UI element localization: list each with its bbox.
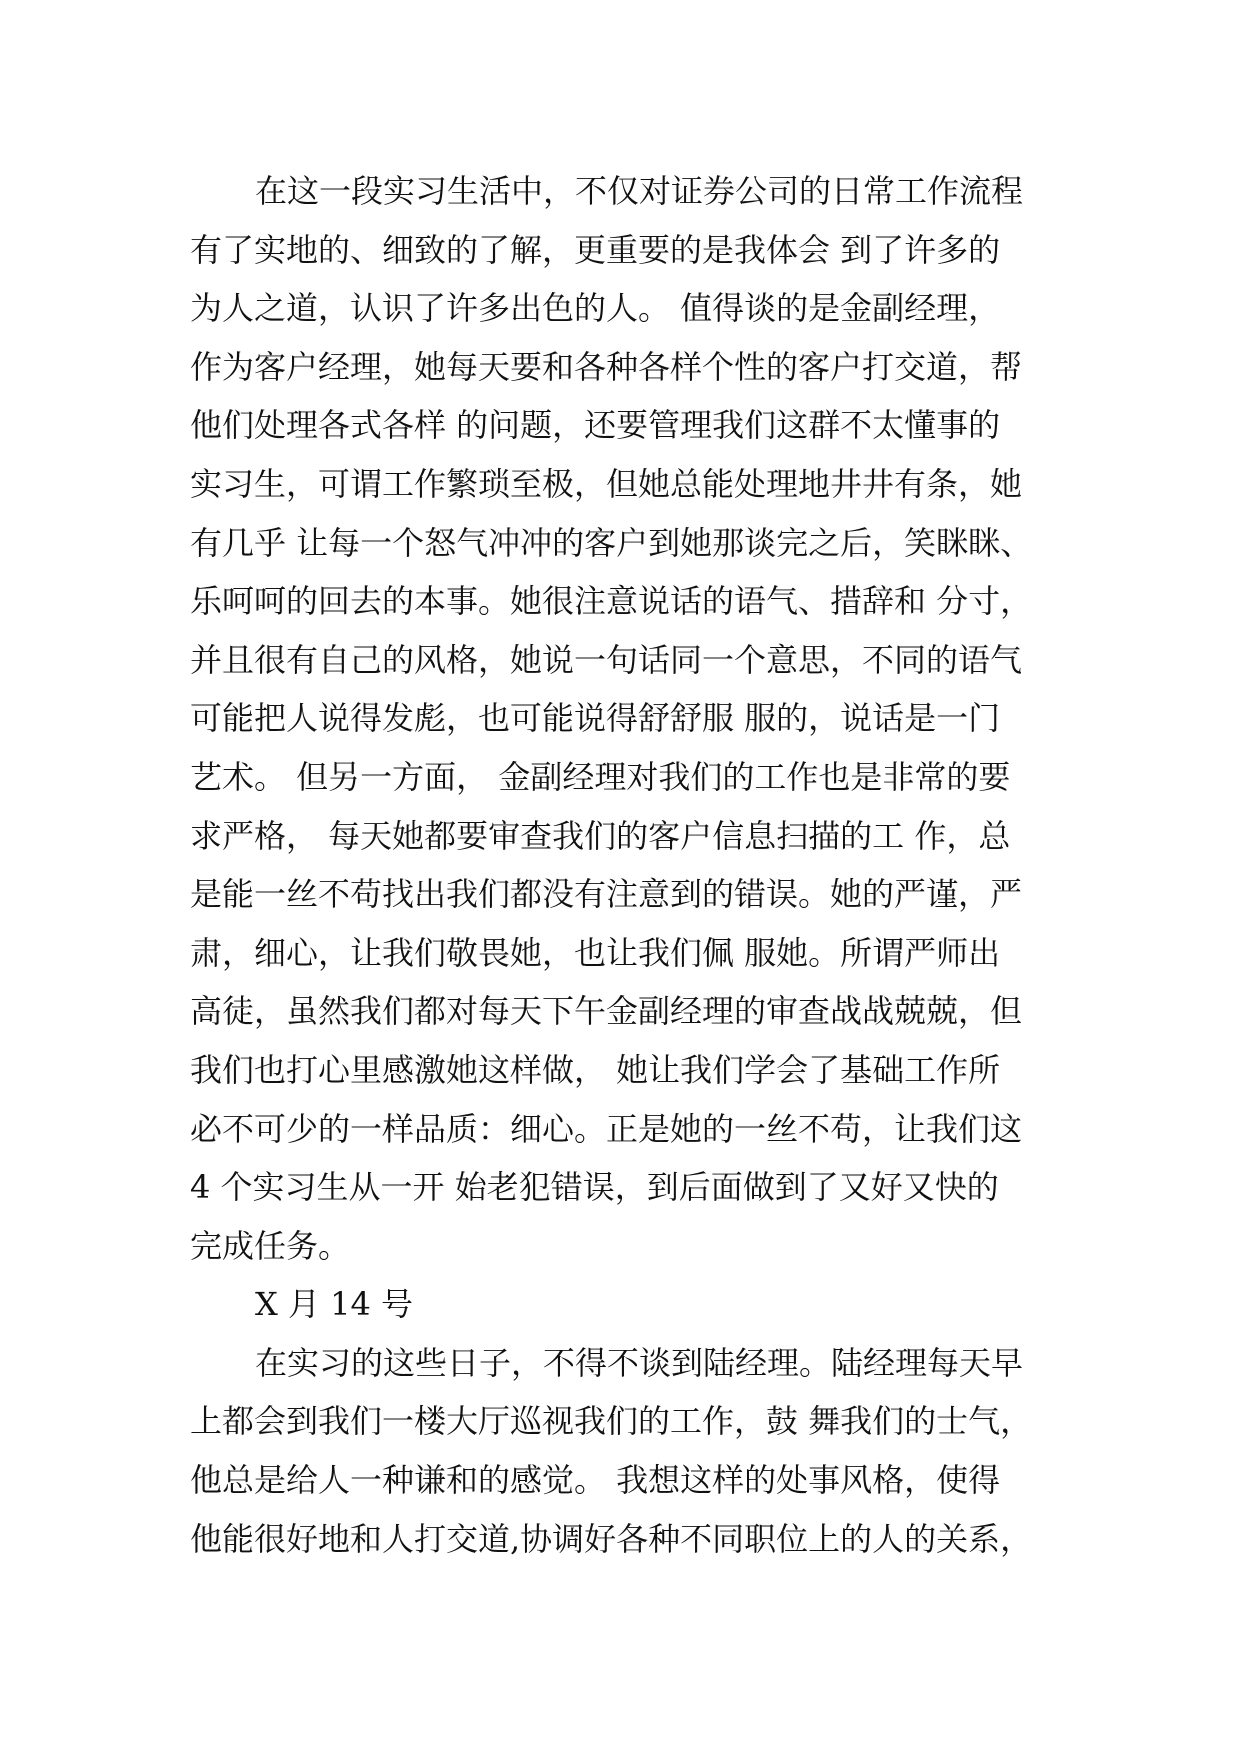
paragraph-line: 乐呵呵的回去的本事。她很注意说话的语气、措辞和 分寸，	[190, 582, 1033, 621]
paragraph-line: 作为客户经理，她每天要和各种各样个性的客户打交道，帮	[190, 347, 1023, 386]
paragraph-line: 实习生，可谓工作繁琐至极，但她总能处理地井井有条，她	[190, 464, 1023, 503]
date-heading: X 月 14 号	[255, 1285, 414, 1324]
paragraph-line: 并且很有自己的风格，她说一句话同一个意思，不同的语气	[190, 640, 1023, 679]
paragraph-line: 肃，细心，让我们敬畏她，也让我们佩 服她。所谓严师出	[190, 933, 1001, 972]
paragraph-line: 为人之道，认识了许多出色的人。 值得谈的是金副经理，	[190, 289, 1001, 328]
body-text	[190, 162, 1070, 1568]
paragraph-line: 4 个实习生从一开 始老犯错误，到后面做到了又好又快的	[190, 1168, 999, 1207]
paragraph-line: 他能很好地和人打交道,协调好各种不同职位上的人的关系，	[190, 1519, 1033, 1558]
paragraph-line: 是能一丝不苟找出我们都没有注意到的错误。她的严谨，严	[190, 875, 1023, 914]
paragraph-line: 他总是给人一种谦和的感觉。 我想这样的处事风格，使得	[190, 1461, 1001, 1500]
paragraph-line: 他们处理各式各样 的问题，还要管理我们这群不太懂事的	[190, 406, 1001, 445]
paragraph-line: 我们也打心里感激她这样做， 她让我们学会了基础工作所	[190, 1050, 1001, 1089]
paragraph-line: 上都会到我们一楼大厅巡视我们的工作，鼓 舞我们的士气，	[190, 1402, 1033, 1441]
paragraph-line: 高徒，虽然我们都对每天下午金副经理的审查战战兢兢，但	[190, 992, 1023, 1031]
paragraph-line: 艺术。 但另一方面， 金副经理对我们的工作也是非常的要	[190, 757, 1011, 796]
paragraph-line: 在实习的这些日子，不得不谈到陆经理。陆经理每天早	[255, 1343, 1024, 1382]
paragraph-line: 有了实地的、细致的了解，更重要的是我体会 到了许多的	[190, 230, 1001, 269]
paragraph-line: 完成任务。	[190, 1226, 351, 1265]
paragraph-line: 必不可少的一样品质：细心。正是她的一丝不苟，让我们这	[190, 1109, 1023, 1148]
paragraph-line: 在这一段实习生活中，不仅对证券公司的日常工作流程	[255, 172, 1024, 210]
paragraph-line: 有几乎 让每一个怒气冲冲的客户到她那谈完之后，笑眯眯、	[190, 523, 1033, 562]
paragraph-line: 可能把人说得发彪，也可能说得舒舒服 服的，说话是一门	[190, 699, 1001, 738]
paragraph-line: 求严格， 每天她都要审查我们的客户信息扫描的工 作，总	[190, 816, 1011, 855]
